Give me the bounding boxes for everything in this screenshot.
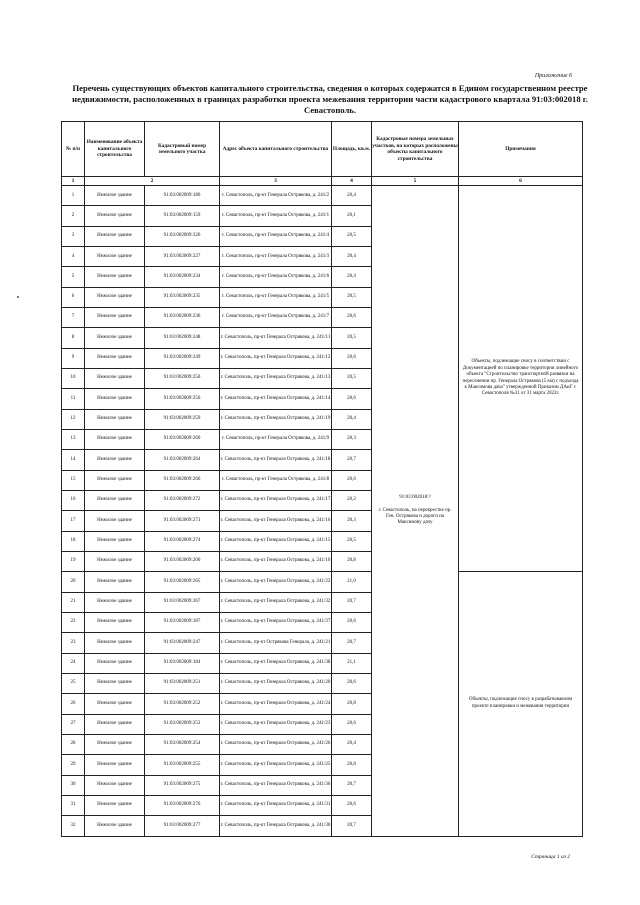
- object-area: 20,4: [332, 186, 372, 206]
- header-num: № п/п: [62, 122, 85, 177]
- object-address: г. Севастополь, пр-кт Генерала Острякова, д. 241/15: [220, 531, 332, 551]
- row-number: 1: [62, 186, 85, 206]
- cadastral-number: 91:03:002009:267: [145, 592, 220, 612]
- object-address: г. Севастополь, пр-кт Генерала Острякова, д. 241/38: [220, 653, 332, 673]
- row-number: 11: [62, 389, 85, 409]
- object-area: 20,3: [332, 511, 372, 531]
- appendix-label: Приложение 6: [534, 73, 572, 79]
- cadastral-number: 91:03:002009:275: [145, 775, 220, 795]
- header-address: Адрес объекта капитального строительства: [220, 122, 332, 177]
- object-name: Нежилое здание: [85, 307, 145, 327]
- object-name: Нежилое здание: [85, 755, 145, 775]
- object-area: 20,6: [332, 673, 372, 693]
- row-number: 14: [62, 450, 85, 470]
- object-area: 20,7: [332, 592, 372, 612]
- object-address: г. Севастополь, пр-кт Генерала Острякова, д. 241/13: [220, 368, 332, 388]
- row-number: 15: [62, 470, 85, 490]
- cadastral-number: 91:03:002009:251: [145, 673, 220, 693]
- object-name: Нежилое здание: [85, 653, 145, 673]
- object-name: Нежилое здание: [85, 816, 145, 836]
- row-number: 10: [62, 368, 85, 388]
- object-name: Нежилое здание: [85, 450, 145, 470]
- cadastral-number: 91:03:002009:260: [145, 429, 220, 449]
- col-number: 1: [62, 177, 85, 186]
- object-name: Нежилое здание: [85, 429, 145, 449]
- object-address: г. Севастополь, пр-кт Генерала Острякова, д. 241/25: [220, 755, 332, 775]
- object-area: 20,7: [332, 633, 372, 653]
- object-area: 20,7: [332, 450, 372, 470]
- header-name: Наименование объекта капитального строительства: [85, 122, 145, 177]
- object-address: г. Севастополь, пр-кт Генерала Острякова, д. 241/20: [220, 673, 332, 693]
- object-area: 20,6: [332, 714, 372, 734]
- object-address: г. Севастополь, пр-кт Генерала Острякова, д. 241/16: [220, 511, 332, 531]
- row-number: 32: [62, 816, 85, 836]
- object-area: 20,2: [332, 490, 372, 510]
- object-area: 20,5: [332, 287, 372, 307]
- object-area: 20,8: [332, 755, 372, 775]
- cadastral-number: 91:03:002009:256: [145, 389, 220, 409]
- object-address: г. Севастополь, пр-кт Генерала Острякова, д. 241/2: [220, 186, 332, 206]
- cadastral-number: 91:03:002009:259: [145, 409, 220, 429]
- col-number: 3: [220, 177, 332, 186]
- row-number: 8: [62, 328, 85, 348]
- table-row: [62, 186, 583, 206]
- object-address: г. Севастополь, пр-кт Генерала Острякова, д. 241/22: [220, 572, 332, 592]
- object-name: Нежилое здание: [85, 694, 145, 714]
- cadastral-number: 91:03:002009:234: [145, 267, 220, 287]
- object-area: 20,6: [332, 612, 372, 632]
- object-name: Нежилое здание: [85, 775, 145, 795]
- row-number: 12: [62, 409, 85, 429]
- row-number: 20: [62, 572, 85, 592]
- row-number: 19: [62, 551, 85, 571]
- object-name: Нежилое здание: [85, 470, 145, 490]
- object-area: 20,8: [332, 694, 372, 714]
- object-name: Нежилое здание: [85, 246, 145, 266]
- row-number: 24: [62, 653, 85, 673]
- object-name: Нежилое здание: [85, 409, 145, 429]
- object-name: Нежилое здание: [85, 368, 145, 388]
- row-number: 5: [62, 267, 85, 287]
- object-area: 20,4: [332, 734, 372, 754]
- object-name: Нежилое здание: [85, 186, 145, 206]
- document-title: Перечень существующих объектов капитального строительства, сведения о которых содержатся в Едином государственном реестре недвижимости, расположенных в границах разработки проекта межевания территории части кадастрового квартала 91:03:002018 г. Севастополь.: [72, 83, 588, 115]
- object-address: г. Севастополь, пр-кт Генерала Острякова, д. 241/5: [220, 287, 332, 307]
- cadastral-number: 91:03:002009:253: [145, 714, 220, 734]
- object-area: 20,6: [332, 348, 372, 368]
- object-address: г. Севастополь, пр-кт Генерала Острякова, д. 241/24: [220, 694, 332, 714]
- cadastral-number: 91:03:002009:266: [145, 470, 220, 490]
- object-area: 20,6: [332, 795, 372, 815]
- object-area: 20,6: [332, 307, 372, 327]
- cadastral-number: 91:03:002009:186: [145, 186, 220, 206]
- object-area: 20,6: [332, 389, 372, 409]
- object-area: 20,5: [332, 226, 372, 246]
- row-number: 31: [62, 795, 85, 815]
- row-number: 2: [62, 206, 85, 226]
- objects-table: [61, 121, 583, 837]
- row-number: 30: [62, 775, 85, 795]
- row-number: 9: [62, 348, 85, 368]
- object-area: 20,4: [332, 409, 372, 429]
- object-name: Нежилое здание: [85, 714, 145, 734]
- object-address: г. Севастополь, пр-кт Генерала Острякова, д. 241/6: [220, 267, 332, 287]
- table-body: [62, 186, 583, 837]
- object-name: Нежилое здание: [85, 734, 145, 754]
- cadastral-number: 91:03:002009:235: [145, 287, 220, 307]
- object-area: 21,0: [332, 572, 372, 592]
- cadastral-number: 91:03:002009:274: [145, 531, 220, 551]
- object-area: 21,1: [332, 653, 372, 673]
- object-name: Нежилое здание: [85, 226, 145, 246]
- object-area: 20,5: [332, 328, 372, 348]
- object-area: 20,3: [332, 429, 372, 449]
- object-address: г. Севастополь, пр-кт Генерала Острякова, д. 241/19: [220, 409, 332, 429]
- cadastral-number: 91:03:002009:276: [145, 795, 220, 815]
- row-number: 16: [62, 490, 85, 510]
- row-number: 13: [62, 429, 85, 449]
- object-name: Нежилое здание: [85, 592, 145, 612]
- land-plot-merged-cell: 91:03:002018:? г. Севастополь, на перекрестке пр. Ген. Острякова и дороги на Максимову дачу: [372, 186, 459, 837]
- row-number: 3: [62, 226, 85, 246]
- row-number: 17: [62, 511, 85, 531]
- object-name: Нежилое здание: [85, 328, 145, 348]
- object-area: 20,7: [332, 816, 372, 836]
- col-number: 4: [332, 177, 372, 186]
- row-number: 21: [62, 592, 85, 612]
- object-address: г. Севастополь, пр-кт Генерала Острякова, д. 241/36: [220, 775, 332, 795]
- object-name: Нежилое здание: [85, 531, 145, 551]
- object-address: г. Севастополь, пр-кт Генерала Острякова, д. 241/10: [220, 551, 332, 571]
- cadastral-number: 91:03:002009:277: [145, 816, 220, 836]
- cadastral-number: 91:03:002009:184: [145, 653, 220, 673]
- object-area: 20,5: [332, 531, 372, 551]
- object-address: г. Севастополь, пр-кт Генерала Острякова, д. 241/12: [220, 348, 332, 368]
- row-number: 4: [62, 246, 85, 266]
- object-area: 20,1: [332, 206, 372, 226]
- object-address: г. Севастополь, пр-кт Генерала Острякова, д. 241/30: [220, 816, 332, 836]
- row-number: 29: [62, 755, 85, 775]
- object-address: г. Севастополь, пр-кт Генерала Острякова, д. 241/3: [220, 246, 332, 266]
- cadastral-number: 91:03:002009:264: [145, 450, 220, 470]
- cadastral-number: 91:03:002009:250: [145, 368, 220, 388]
- object-address: г. Севастополь, пр-кт Генерала Острякова, д. 241/9: [220, 429, 332, 449]
- cadastral-number: 91:03:002009:227: [145, 246, 220, 266]
- cadastral-number: 91:03:002009:247: [145, 633, 220, 653]
- page-footer: Страница 1 из 2: [531, 854, 570, 860]
- object-name: Нежилое здание: [85, 389, 145, 409]
- object-name: Нежилое здание: [85, 267, 145, 287]
- row-number: 26: [62, 694, 85, 714]
- object-area: 20,6: [332, 470, 372, 490]
- row-number: 22: [62, 612, 85, 632]
- object-name: Нежилое здание: [85, 633, 145, 653]
- object-address: г. Севастополь, пр-кт Генерала Острякова, д. 241/18: [220, 450, 332, 470]
- object-address: г. Севастополь, пр-кт Генерала Острякова, д. 241/17: [220, 490, 332, 510]
- object-address: г. Севастополь, пр-кт Генерала Острякова, д. 241/26: [220, 734, 332, 754]
- object-address: г. Севастополь, пр-кт Генерала Острякова, д. 241/14: [220, 389, 332, 409]
- row-number: 7: [62, 307, 85, 327]
- object-address: г. Севастополь, пр-кт Генерала Острякова, д. 241/32: [220, 592, 332, 612]
- object-address: г. Севастополь, пр-кт Генерала Острякова, д. 241/31: [220, 795, 332, 815]
- object-area: 20,5: [332, 368, 372, 388]
- object-name: Нежилое здание: [85, 287, 145, 307]
- cadastral-number: 91:03:002009:159: [145, 206, 220, 226]
- cadastral-number: 91:03:002009:187: [145, 612, 220, 632]
- cadastral-number: 91:03:002009:248: [145, 328, 220, 348]
- note-demolition-project: Объекты, подлежащие сносу в разрабатываемом проекте планировки и межевания территории: [459, 572, 583, 836]
- header-cadastral: Кадастровый номер земельного участка: [145, 122, 220, 177]
- row-number: 18: [62, 531, 85, 551]
- cadastral-number: 91:03:002009:273: [145, 511, 220, 531]
- object-name: Нежилое здание: [85, 673, 145, 693]
- object-name: Нежилое здание: [85, 551, 145, 571]
- object-area: 20,4: [332, 246, 372, 266]
- header-notes: Примечания: [459, 122, 583, 177]
- cadastral-number: 91:03:002009:254: [145, 734, 220, 754]
- object-name: Нежилое здание: [85, 795, 145, 815]
- table-row: [62, 572, 583, 592]
- col-number: 6: [459, 177, 583, 186]
- cadastral-number: 91:03:002009:272: [145, 490, 220, 510]
- cadastral-number: 91:03:002009:249: [145, 348, 220, 368]
- object-address: г. Севастополь, пр-кт Генерала Острякова, д. 241/37: [220, 612, 332, 632]
- object-area: 20,7: [332, 775, 372, 795]
- object-address: г. Севастополь, пр-кт Генерала Острякова, д. 241/1: [220, 206, 332, 226]
- object-name: Нежилое здание: [85, 348, 145, 368]
- row-number: 27: [62, 714, 85, 734]
- object-name: Нежилое здание: [85, 612, 145, 632]
- object-name: Нежилое здание: [85, 572, 145, 592]
- row-number: 23: [62, 633, 85, 653]
- object-name: Нежилое здание: [85, 511, 145, 531]
- row-number: 6: [62, 287, 85, 307]
- object-name: Нежилое здание: [85, 206, 145, 226]
- col-number: 5: [372, 177, 459, 186]
- cadastral-number: 91:03:002009:265: [145, 572, 220, 592]
- row-number: 25: [62, 673, 85, 693]
- object-address: г. Севастополь, пр-кт Острякова Генерала, д. 241/21: [220, 633, 332, 653]
- object-address: г. Севастополь, пр-кт Генерала Острякова, д. 241/8: [220, 470, 332, 490]
- object-address: г. Севастополь, пр-кт Генерала Острякова, д. 241/4: [220, 226, 332, 246]
- cadastral-number: 91:03:002009:255: [145, 755, 220, 775]
- row-number: 28: [62, 734, 85, 754]
- cadastral-number: 91:03:002009:200: [145, 551, 220, 571]
- cadastral-number: 91:03:002009:236: [145, 307, 220, 327]
- object-name: Нежилое здание: [85, 490, 145, 510]
- cadastral-number: 91:03:002009:326: [145, 226, 220, 246]
- note-demolition-approved: Объекты, подлежащие сносу в соответствии с Документацией по планировке территории линейного объекта "Строительство транспортной развязки на пересечении пр. Генерала Острякова (5 км) с подъезда к Максимова дача" утвержденной Приказом ДАиГ г. Севастополя №31 от 31 марта 2022г.: [459, 186, 583, 572]
- header-area: Площадь, кв.м.: [332, 122, 372, 177]
- object-area: 20,8: [332, 551, 372, 571]
- col-number: 2: [85, 177, 220, 186]
- object-address: г. Севастополь, пр-кт Генерала Острякова, д. 241/23: [220, 714, 332, 734]
- header-land: Кадастровые номера земельных участков, на которых расположены объекты капитального строительства: [372, 122, 459, 177]
- scan-speck: [17, 296, 19, 298]
- object-area: 20,4: [332, 267, 372, 287]
- cadastral-number: 91:03:002009:252: [145, 694, 220, 714]
- object-address: г. Севастополь, пр-кт Генерала Острякова, д. 241/11: [220, 328, 332, 348]
- object-address: г. Севастополь, пр-кт Генерала Острякова, д. 241/7: [220, 307, 332, 327]
